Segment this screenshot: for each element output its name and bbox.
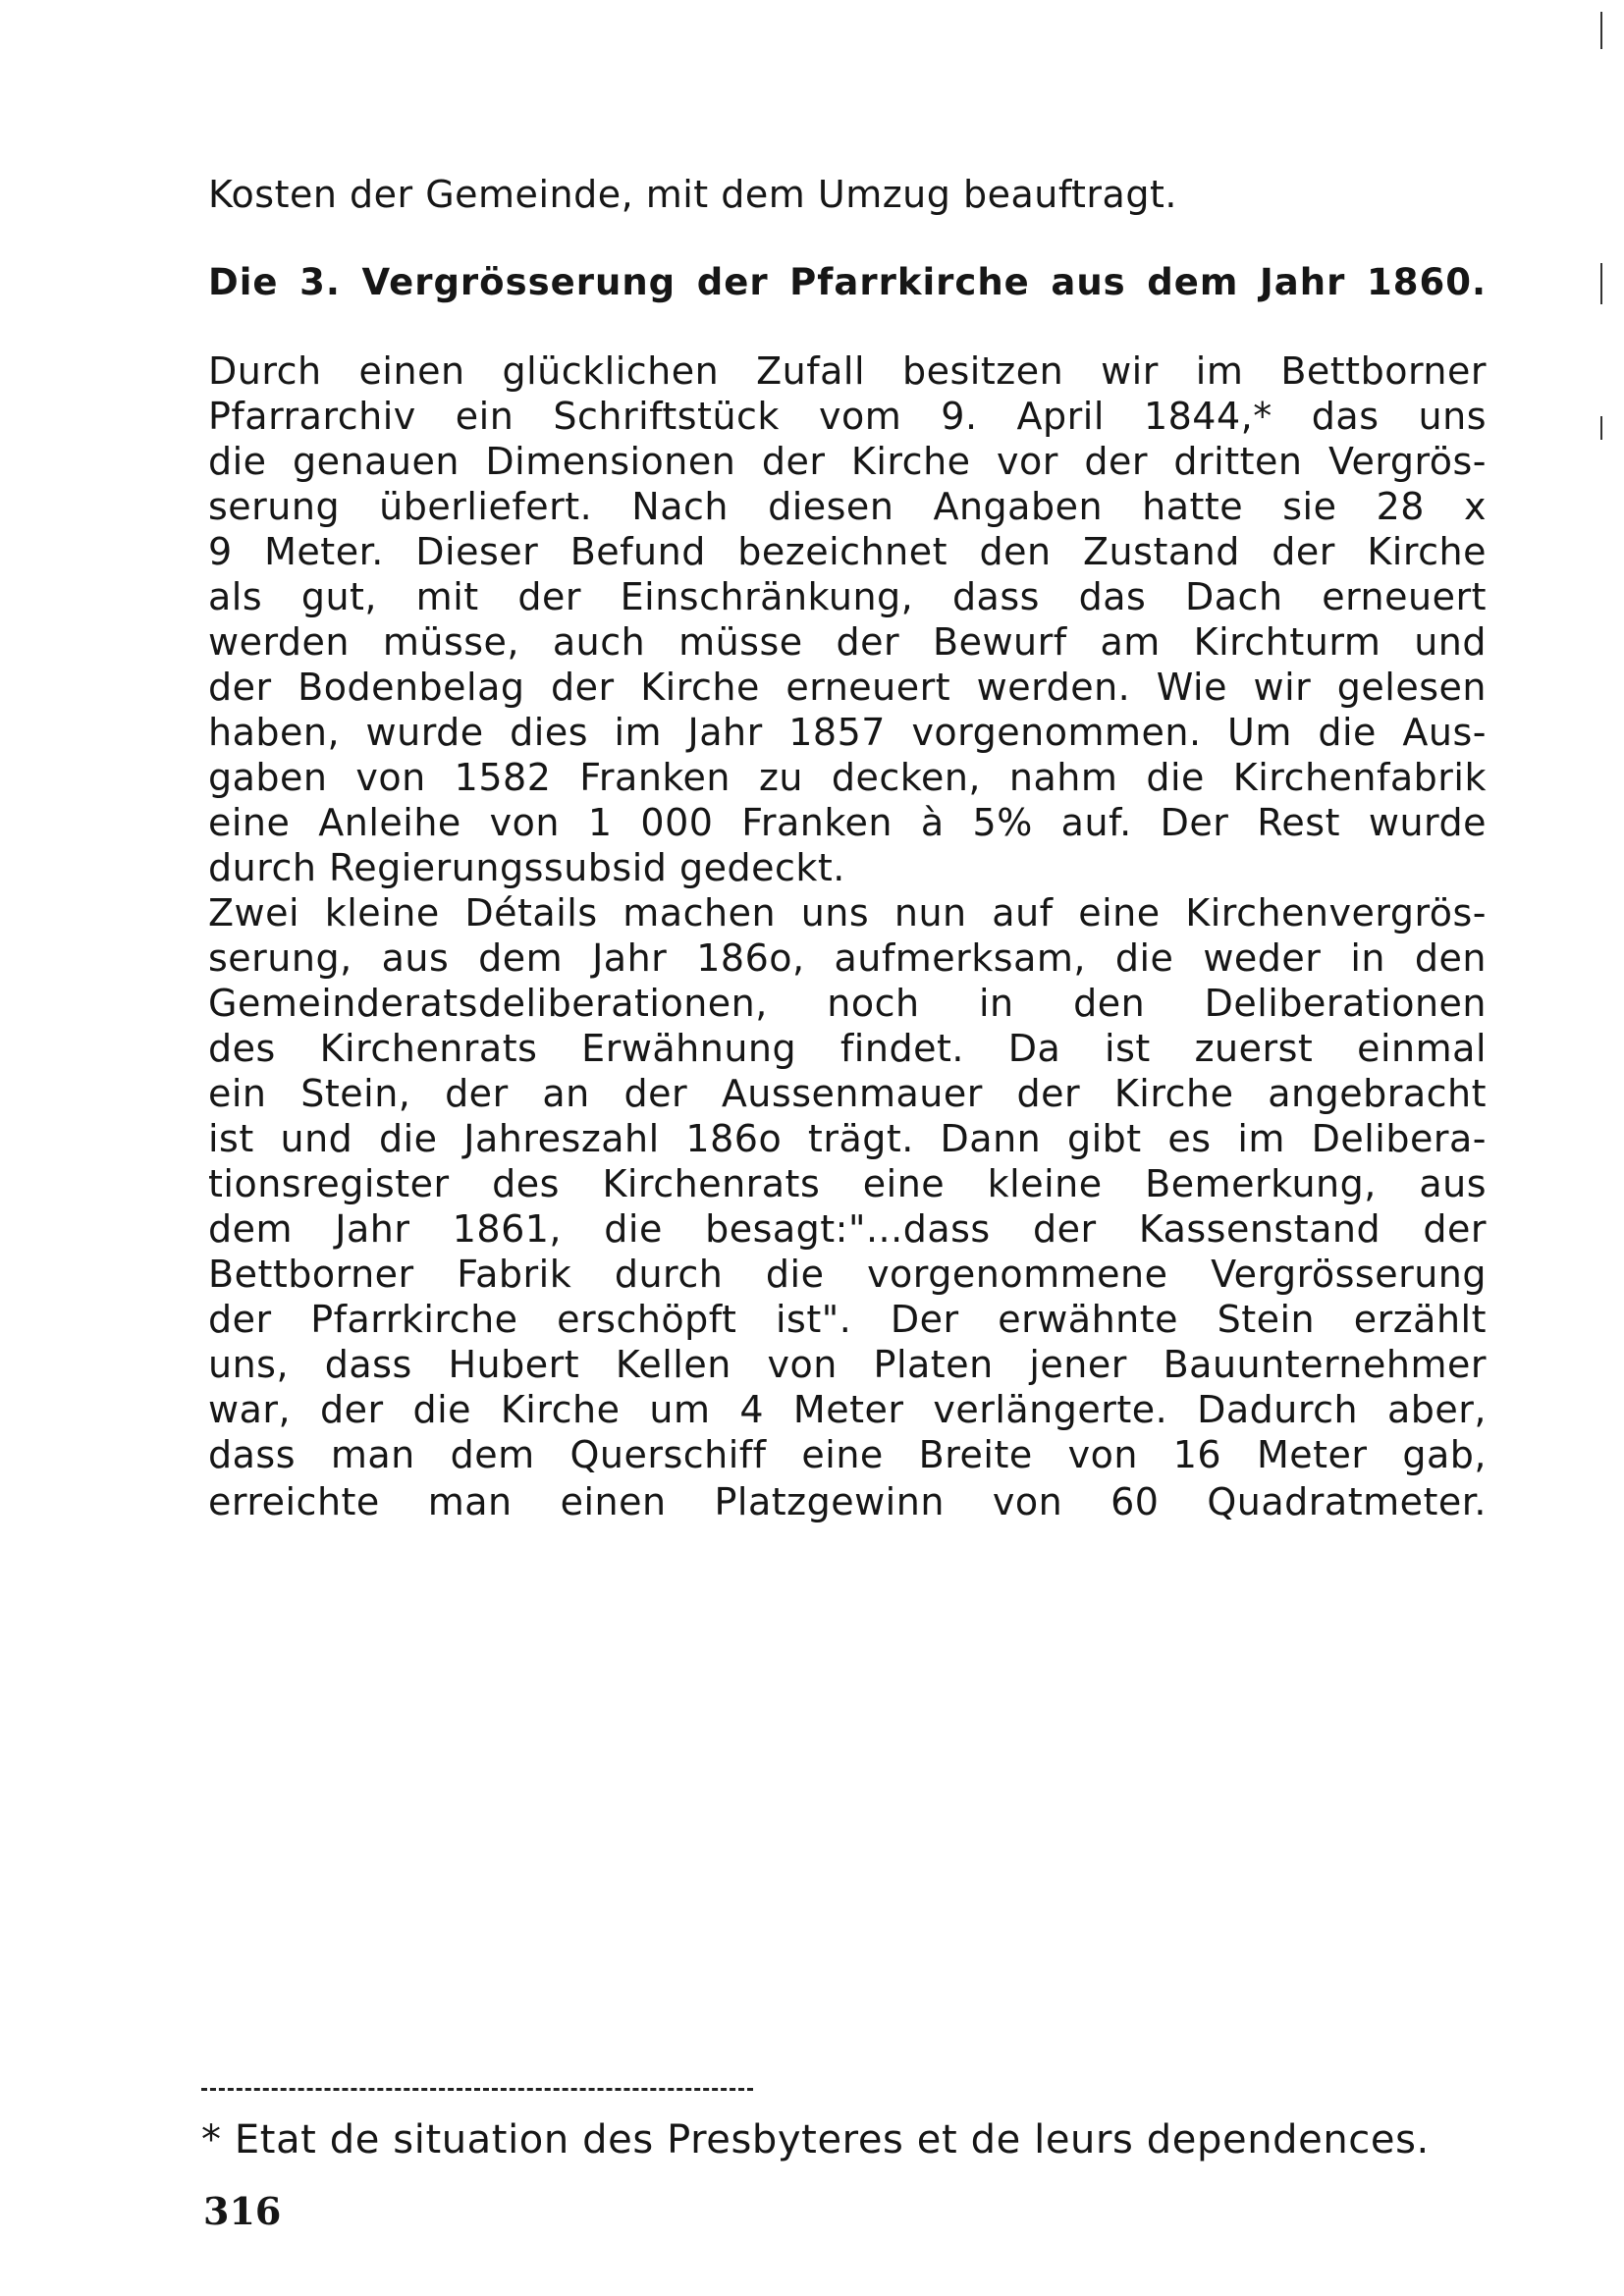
scan-edge-mark [1600, 416, 1602, 440]
paragraph-line: als gut, mit der Einschränkung, dass das Dach erneuert [208, 575, 1487, 618]
paragraph-line: erreichte man einen Platzgewinn von 60 Quadratmeter. [208, 1480, 1487, 1523]
paragraph-line: Durch einen glücklichen Zufall besitzen wir im Bettborner [208, 349, 1487, 393]
paragraph-line: der Bodenbelag der Kirche erneuert werden. Wie wir gelesen [208, 666, 1487, 709]
paragraph-line: war, der die Kirche um 4 Meter verlängerte. Dadurch aber, [208, 1388, 1487, 1431]
paragraph-line: ist und die Jahreszahl 186o trägt. Dann gibt es im Delibera- [208, 1117, 1487, 1160]
page-number: 316 [203, 2189, 282, 2233]
paragraph-line: Zwei kleine Détails machen uns nun auf eine Kirchenvergrös- [208, 891, 1487, 934]
footnote-separator [201, 2088, 753, 2091]
intro-line: Kosten der Gemeinde, mit dem Umzug beauftragt. [208, 173, 1177, 216]
paragraph-line: dass man dem Querschiff eine Breite von 16 Meter gab, [208, 1433, 1487, 1476]
paragraph-line: Pfarrarchiv ein Schriftstück vom 9. April 1844,* das uns [208, 395, 1487, 438]
paragraph-line: durch Regierungssubsid gedeckt. [208, 846, 845, 889]
paragraph-line: Gemeinderatsdeliberationen, noch in den Deliberationen [208, 982, 1487, 1025]
paragraph-line: tionsregister des Kirchenrats eine kleine Bemerkung, aus [208, 1162, 1487, 1205]
scan-edge-mark [1600, 12, 1602, 49]
section-heading: Die 3. Vergrösserung der Pfarrkirche aus dem Jahr 1860. [208, 261, 1487, 303]
paragraph-line: werden müsse, auch müsse der Bewurf am Kirchturm und [208, 620, 1487, 664]
paragraph-line: ein Stein, der an der Aussenmauer der Kirche angebracht [208, 1072, 1487, 1115]
footnote: * Etat de situation des Presbyteres et de leurs dependences. [201, 2117, 1430, 2163]
paragraph-line: haben, wurde dies im Jahr 1857 vorgenommen. Um die Aus- [208, 711, 1487, 754]
paragraph-line: Bettborner Fabrik durch die vorgenommene Vergrösserung [208, 1253, 1487, 1296]
paragraph-line: des Kirchenrats Erwähnung findet. Da ist zuerst einmal [208, 1027, 1487, 1070]
scan-edge-mark [1600, 263, 1602, 304]
paragraph-line: eine Anleihe von 1 000 Franken à 5% auf. Der Rest wurde [208, 801, 1487, 844]
paragraph-line: die genauen Dimensionen der Kirche vor der dritten Vergrös- [208, 440, 1487, 483]
paragraph-line: uns, dass Hubert Kellen von Platen jener Bauunternehmer [208, 1343, 1487, 1386]
paragraph-line: dem Jahr 1861, die besagt:"...dass der Kassenstand der [208, 1207, 1487, 1251]
paragraph-line: serung überliefert. Nach diesen Angaben hatte sie 28 x [208, 485, 1487, 528]
paragraph-line: der Pfarrkirche erschöpft ist". Der erwähnte Stein erzählt [208, 1298, 1487, 1341]
paragraph-line: serung, aus dem Jahr 186o, aufmerksam, die weder in den [208, 936, 1487, 980]
paragraph-line: gaben von 1582 Franken zu decken, nahm die Kirchenfabrik [208, 756, 1487, 799]
paragraph-line: 9 Meter. Dieser Befund bezeichnet den Zustand der Kirche [208, 530, 1487, 573]
